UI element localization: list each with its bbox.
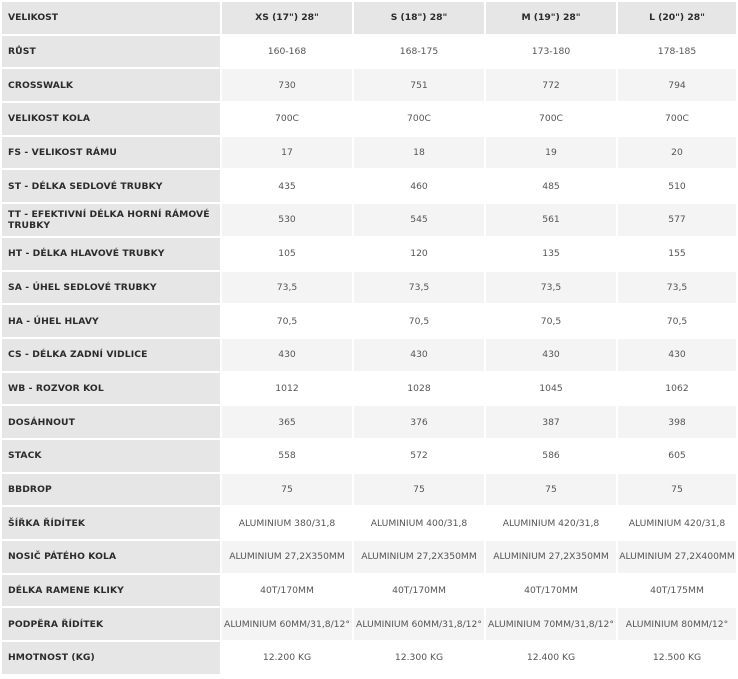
table-row xyxy=(2,507,736,539)
table-cell: 75 xyxy=(486,474,616,506)
table-cell: 73,5 xyxy=(354,272,484,304)
row-label: SA - ÚHEL SEDLOVÉ TRUBKY xyxy=(2,272,220,304)
row-label: VELIKOST KOLA xyxy=(2,103,220,135)
header-size-l: L (20") 28" xyxy=(618,2,736,34)
table-cell: ALUMINIUM 60MM/31,8/12° xyxy=(222,608,352,640)
table-cell: ALUMINIUM 380/31,8 xyxy=(222,507,352,539)
table-row xyxy=(2,642,736,674)
table-cell: 178-185 xyxy=(618,36,736,68)
table-cell: 17 xyxy=(222,137,352,169)
table-cell: 73,5 xyxy=(618,272,736,304)
table-cell: 700C xyxy=(222,103,352,135)
table-cell: 73,5 xyxy=(222,272,352,304)
table-cell: 700C xyxy=(354,103,484,135)
table-cell: 435 xyxy=(222,170,352,202)
table-cell: 18 xyxy=(354,137,484,169)
table-cell: ALUMINIUM 27,2X350MM xyxy=(354,541,484,573)
table-cell: 485 xyxy=(486,170,616,202)
table-cell: 460 xyxy=(354,170,484,202)
table-cell: 430 xyxy=(222,339,352,371)
table-cell: 430 xyxy=(354,339,484,371)
table-cell: ALUMINIUM 80MM/12° xyxy=(618,608,736,640)
table-cell: 70,5 xyxy=(486,305,616,337)
table-cell: ALUMINIUM 60MM/31,8/12° xyxy=(354,608,484,640)
table-cell: ALUMINIUM 70MM/31,8/12° xyxy=(486,608,616,640)
row-label: WB - ROZVOR KOL xyxy=(2,373,220,405)
table-cell: 12.400 KG xyxy=(486,642,616,674)
row-label: ST - DÉLKA SEDLOVÉ TRUBKY xyxy=(2,170,220,202)
table-cell: 1045 xyxy=(486,373,616,405)
table-row xyxy=(2,575,736,607)
table-row xyxy=(2,137,736,169)
table-cell: 376 xyxy=(354,406,484,438)
table-cell: 160-168 xyxy=(222,36,352,68)
row-label: DÉLKA RAMENE KLIKY xyxy=(2,575,220,607)
table-cell: 572 xyxy=(354,440,484,472)
table-header xyxy=(2,2,736,34)
table-cell: 700C xyxy=(618,103,736,135)
table-row xyxy=(2,339,736,371)
header-row xyxy=(2,2,736,34)
table-row xyxy=(2,204,736,236)
table-row xyxy=(2,103,736,135)
table-cell: 12.500 KG xyxy=(618,642,736,674)
row-label: HA - ÚHEL HLAVY xyxy=(2,305,220,337)
row-label: ŠÍŘKA ŘÍDÍTEK xyxy=(2,507,220,539)
row-label: DOSÁHNOUT xyxy=(2,406,220,438)
table-cell: 510 xyxy=(618,170,736,202)
table-cell: 794 xyxy=(618,69,736,101)
table-cell: 19 xyxy=(486,137,616,169)
row-label: FS - VELIKOST RÁMU xyxy=(2,137,220,169)
table-cell: 173-180 xyxy=(486,36,616,68)
row-label: NOSIČ PÁTÉHO KOLA xyxy=(2,541,220,573)
table-cell: 751 xyxy=(354,69,484,101)
table-cell: 605 xyxy=(618,440,736,472)
table-cell: 430 xyxy=(486,339,616,371)
table-row xyxy=(2,474,736,506)
table-cell: 135 xyxy=(486,238,616,270)
row-label: CS - DÉLKA ZADNÍ VIDLICE xyxy=(2,339,220,371)
table-cell: 730 xyxy=(222,69,352,101)
table-cell: 75 xyxy=(354,474,484,506)
table-cell: 12.300 KG xyxy=(354,642,484,674)
row-label: RŮST xyxy=(2,36,220,68)
table-cell: 398 xyxy=(618,406,736,438)
table-cell: 155 xyxy=(618,238,736,270)
table-cell: ALUMINIUM 420/31,8 xyxy=(486,507,616,539)
table-row xyxy=(2,69,736,101)
table-cell: 530 xyxy=(222,204,352,236)
table-cell: 772 xyxy=(486,69,616,101)
table-cell: 168-175 xyxy=(354,36,484,68)
table-row xyxy=(2,406,736,438)
table-cell: 40T/170MM xyxy=(486,575,616,607)
row-label: STACK xyxy=(2,440,220,472)
table-cell: 387 xyxy=(486,406,616,438)
table-cell: 1062 xyxy=(618,373,736,405)
table-row xyxy=(2,305,736,337)
row-label: HT - DÉLKA HLAVOVÉ TRUBKY xyxy=(2,238,220,270)
table-cell: ALUMINIUM 27,2X350MM xyxy=(222,541,352,573)
table-cell: 1028 xyxy=(354,373,484,405)
table-cell: 700C xyxy=(486,103,616,135)
table-cell: 1012 xyxy=(222,373,352,405)
table-row xyxy=(2,608,736,640)
row-label: PODPĚRA ŘÍDÍTEK xyxy=(2,608,220,640)
table-cell: 545 xyxy=(354,204,484,236)
table-cell: 40T/175MM xyxy=(618,575,736,607)
row-label: CROSSWALK xyxy=(2,69,220,101)
table-row xyxy=(2,170,736,202)
header-size-xs: XS (17") 28" xyxy=(222,2,352,34)
table-cell: 70,5 xyxy=(354,305,484,337)
table-cell: 75 xyxy=(222,474,352,506)
table-cell: ALUMINIUM 400/31,8 xyxy=(354,507,484,539)
table-cell: 40T/170MM xyxy=(222,575,352,607)
row-label: TT - EFEKTIVNÍ DÉLKA HORNÍ RÁMOVÉ TRUBKY xyxy=(2,204,220,236)
table-cell: 120 xyxy=(354,238,484,270)
table-row xyxy=(2,238,736,270)
table-body xyxy=(2,36,736,674)
table-row xyxy=(2,272,736,304)
table-cell: 430 xyxy=(618,339,736,371)
table-row xyxy=(2,541,736,573)
table-cell: 577 xyxy=(618,204,736,236)
table-row xyxy=(2,440,736,472)
table-row xyxy=(2,36,736,68)
table-cell: 70,5 xyxy=(618,305,736,337)
table-cell: ALUMINIUM 420/31,8 xyxy=(618,507,736,539)
table-cell: 12.200 KG xyxy=(222,642,352,674)
table-cell: ALUMINIUM 27,2X400MM xyxy=(618,541,736,573)
table-cell: 20 xyxy=(618,137,736,169)
row-label: HMOTNOST (KG) xyxy=(2,642,220,674)
header-size-m: M (19") 28" xyxy=(486,2,616,34)
row-label: BBDROP xyxy=(2,474,220,506)
header-label-cell: VELIKOST xyxy=(2,2,220,34)
table-cell: 365 xyxy=(222,406,352,438)
table-cell: ALUMINIUM 27,2X350MM xyxy=(486,541,616,573)
table-cell: 40T/170MM xyxy=(354,575,484,607)
table-cell: 105 xyxy=(222,238,352,270)
table-cell: 75 xyxy=(618,474,736,506)
table-row xyxy=(2,373,736,405)
table-cell: 73,5 xyxy=(486,272,616,304)
table-cell: 561 xyxy=(486,204,616,236)
table-cell: 586 xyxy=(486,440,616,472)
table-cell: 70,5 xyxy=(222,305,352,337)
table-cell: 558 xyxy=(222,440,352,472)
header-size-s: S (18") 28" xyxy=(354,2,484,34)
